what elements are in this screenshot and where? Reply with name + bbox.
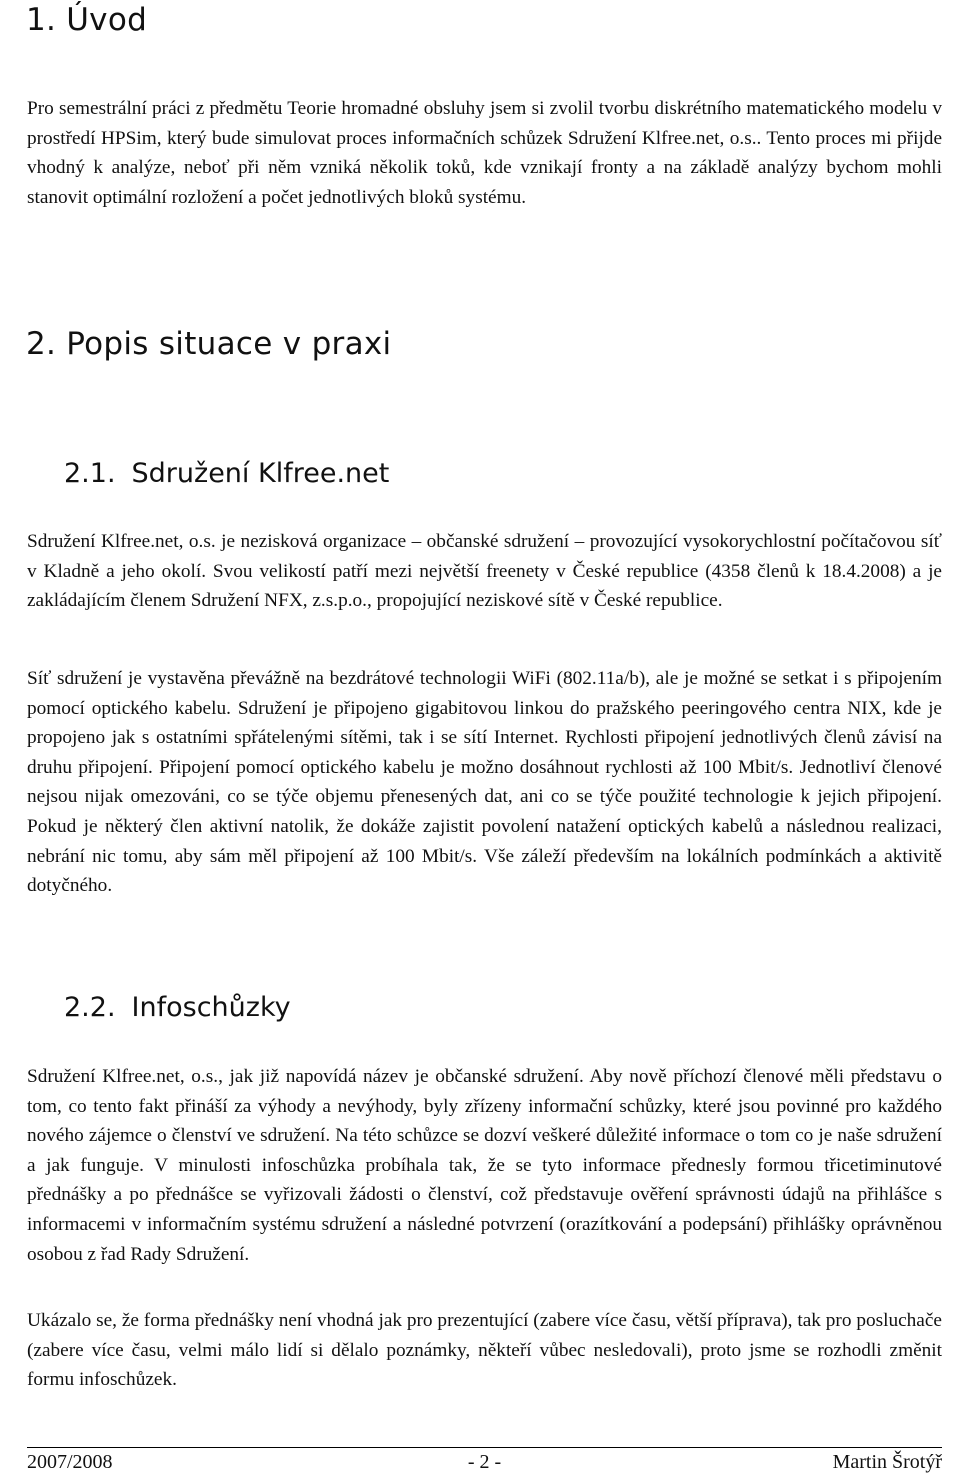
subsection-heading-2-2 [64,992,291,1023]
subsection-title: Infoschůzky [131,992,291,1023]
footer-divider [27,1447,942,1448]
intro-paragraph: Pro semestrální práci z předmětu Teorie hromadné obsluhy jsem si zvolil tvorbu diskrétního matematického modelu v prostředí HPSim, který bude simulovat proces informačních schůzek Sdružení Klfree.net, o.s.. Tento proces mi přijde vhodný k analýze, neboť při něm vzniká několik toků, kde vznikají fronty a na základě analýzy bychom mohli stanovit optimální rozložení a počet jednotlivých bloků systému. [27,98,942,208]
infoschuzky-change-paragraph: Ukázalo se, že forma přednášky není vhodná jak pro prezentující (zabere více času, větší příprava), tak pro posluchače (zabere více času, velmi málo lidí si dělalo poznámky, někteří vůbec nesledovali), proto jsme se rozhodli změnit formu infoschůzek. [27,1310,942,1391]
section-number: 2. [26,326,57,362]
page-footer [27,1449,942,1475]
section-number: 1. [26,2,57,38]
footer-author: Martin Šrotýř [832,1451,942,1473]
klfree-network-paragraph: Síť sdružení je vystavěna převážně na bezdrátové technologii WiFi (802.11a/b), ale je možné se setkat i s připojením pomocí optického kabelu. Sdružení je připojeno gigabitovou linkou do pražského peeringového centra NIX, kde je propojeno jak s ostatními spřátelenými sítěmi, tak i se sítí Internet. Rychlosti připojení jednotlivých členů závisí na druhu připojení. Připojení pomocí optického kabelu je možno dosáhnout rychlosti až 100 Mbit/s. Jednotliví členové nejsou nijak omezováni, co se týče objemu přenesených dat, ani co se týče použité technologie k jejich připojení. Pokud je některý člen aktivní natolik, že dokáže zajistit povolení natažení optických kabelů a následnou realizaci, nebrání nic tomu, aby sám měl připojení až 100 Mbit/s. Vše záleží především na lokálních podmínkách a aktivitě dotyčného. [27,668,942,897]
infoschuzky-paragraph: Sdružení Klfree.net, o.s., jak již napovídá název je občanské sdružení. Aby nově příchozí členové měli představu o tom, co tento fakt přináší za výhody a nevýhody, byly zřízeny informační schůzky, které jsou povinné pro každého nového zájemce o členství ve sdružení. Na této schůzce se dozví veškeré důležité informace o tom co je naše sdružení a jak funguje. V minulosti infoschůzka probíhala tak, že se tyto informace přednesly formou třicetiminutové přednášky a po přednášce se vyřizovali žádosti o členství, což představuje ověření správnosti údajů na přihlášce s informacemi v informačním systému sdružení a následné potvrzení (orazítkování a podepsání) přihlášky oprávněnou osobou z řad Rady Sdružení. [27,1066,942,1265]
section-title: Úvod [66,2,148,38]
subsection-heading-2-1 [64,458,389,489]
klfree-intro-paragraph: Sdružení Klfree.net, o.s. je nezisková organizace – občanské sdružení – provozující vysokorychlostní počítačovou síť v Kladně a jeho okolí. Svou velikostí patří mezi největší freenety v České republice (4358 členů k 18.4.2008) a je zakládajícím členem Sdružení NFX, z.s.p.o., propojující neziskové sítě v České republice. [27,531,942,612]
subsection-title: Sdružení Klfree.net [131,458,390,489]
footer-page-number: - 2 - [467,1451,502,1473]
subsection-number: 2.2. [64,992,116,1023]
section-heading-2 [26,326,391,362]
section-heading-1 [26,2,147,38]
subsection-number: 2.1. [64,458,116,489]
section-title: Popis situace v praxi [66,326,392,362]
footer-year: 2007/2008 [27,1451,113,1473]
